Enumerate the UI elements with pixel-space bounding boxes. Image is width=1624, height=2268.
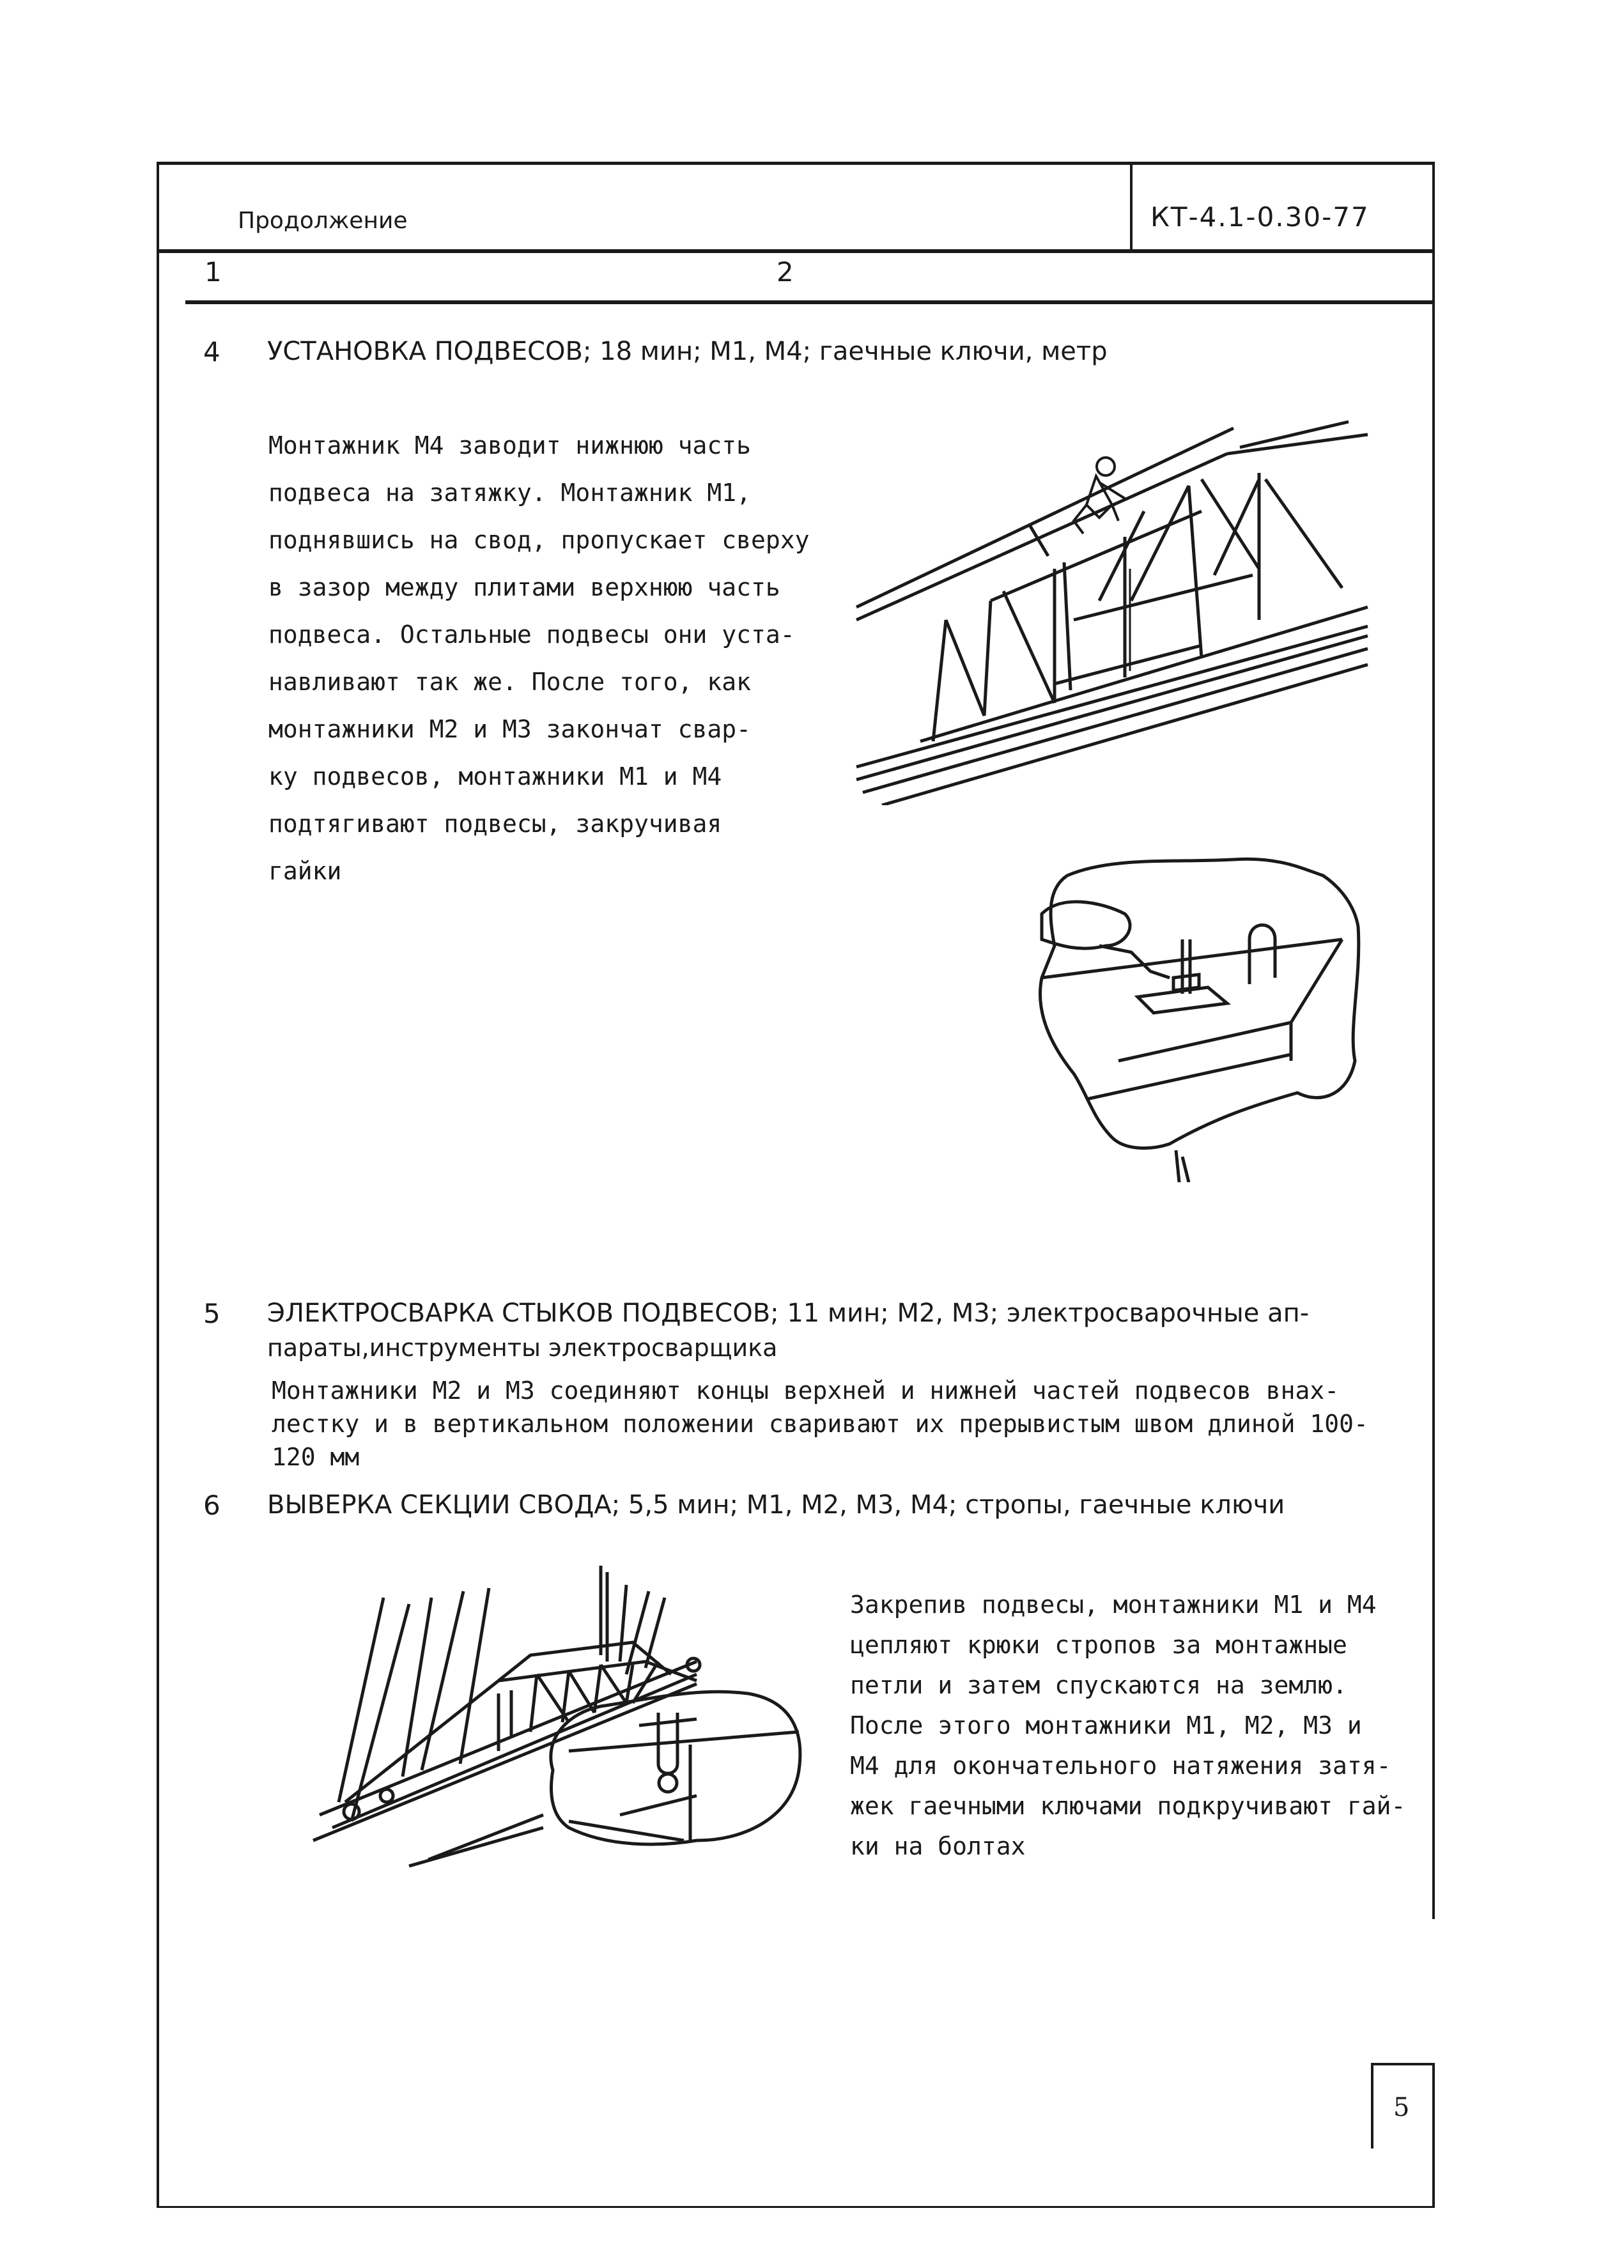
step-4-line: Монтажник М4 заводит нижнюю часть: [268, 431, 751, 459]
frame-top-border: [157, 162, 1435, 165]
step-4-line: в зазор между плитами верхнюю часть: [268, 573, 780, 601]
step-5-description: [272, 1374, 1368, 1474]
vault-alignment-illustration: [300, 1559, 812, 1872]
step-4-number: 4: [203, 336, 220, 367]
step-4-line: монтажники М2 и М3 закончат свар-: [268, 715, 751, 743]
header-divider: [157, 249, 1435, 253]
step-4-line: поднявшись на свод, пропускает сверху: [268, 526, 810, 554]
column-number-2: 2: [777, 256, 794, 288]
step-6-description: [850, 1585, 1405, 1867]
step-6-heading: ВЫВЕРКА СЕКЦИИ СВОДА; 5,5 мин; М1, М2, М3, М4; стропы, гаечные ключи: [267, 1490, 1285, 1520]
doc-code-separator: [1130, 162, 1133, 250]
hanger-bolt-detail-illustration: [1023, 850, 1380, 1182]
step-6-line: петли и затем спускаются на землю.: [850, 1671, 1347, 1699]
step-5-heading-line-1: ЭЛЕКТРОСВАРКА СТЫКОВ ПОДВЕСОВ; 11 мин; М2, М3; электросварочные ап-: [267, 1299, 1310, 1328]
step-4-line: подвеса. Остальные подвесы они уста-: [268, 621, 795, 649]
step-4-description: [268, 422, 809, 895]
step-6-number: 6: [203, 1490, 220, 1521]
column-number-1: 1: [205, 256, 222, 288]
frame-bottom-border: [157, 2206, 1435, 2208]
frame-left-border: [157, 162, 159, 2208]
step-4-line: навливают так же. После того, как: [268, 668, 751, 696]
step-6-line: М4 для окончательного натяжения затя-: [850, 1752, 1391, 1780]
step-4-line: гайки: [268, 857, 342, 885]
step-5-line: 120 мм: [272, 1443, 360, 1471]
step-6-line: После этого монтажники М1, М2, М3 и: [850, 1711, 1362, 1740]
step-5-number: 5: [203, 1298, 220, 1329]
page-number: 5: [1393, 2093, 1410, 2122]
continuation-label: Продолжение: [238, 208, 408, 234]
step-6-line: жек гаечными ключами подкручивают гай-: [850, 1792, 1406, 1820]
step-4-line: ку подвесов, монтажники М1 и М4: [268, 762, 722, 791]
step-6-line: цепляют крюки стропов за монтажные: [850, 1631, 1347, 1659]
step-5-line: лестку и в вертикальном положении сваривают их прерывистым швом длиной 100-: [272, 1410, 1368, 1438]
frame-right-border: [1432, 162, 1435, 1919]
step-4-heading: УСТАНОВКА ПОДВЕСОВ; 18 мин; М1, М4; гаечные ключи, метр: [267, 337, 1108, 366]
step-5-heading-line-2: параты,инструменты электросварщика: [267, 1334, 778, 1362]
step-4-line: подтягивают подвесы, закручивая: [268, 810, 722, 838]
step-6-line: Закрепив подвесы, монтажники М1 и М4: [850, 1591, 1377, 1619]
step-4-line: подвеса на затяжку. Монтажник М1,: [268, 479, 751, 507]
truss-installation-illustration: [844, 409, 1406, 805]
step-6-line: ки на болтах: [850, 1832, 1026, 1860]
document-code: КТ-4.1-0.30-77: [1150, 201, 1370, 233]
column-header-divider: [185, 300, 1435, 304]
step-5-line: Монтажники М2 и М3 соединяют концы верхней и нижней частей подвесов внах-: [272, 1377, 1340, 1405]
